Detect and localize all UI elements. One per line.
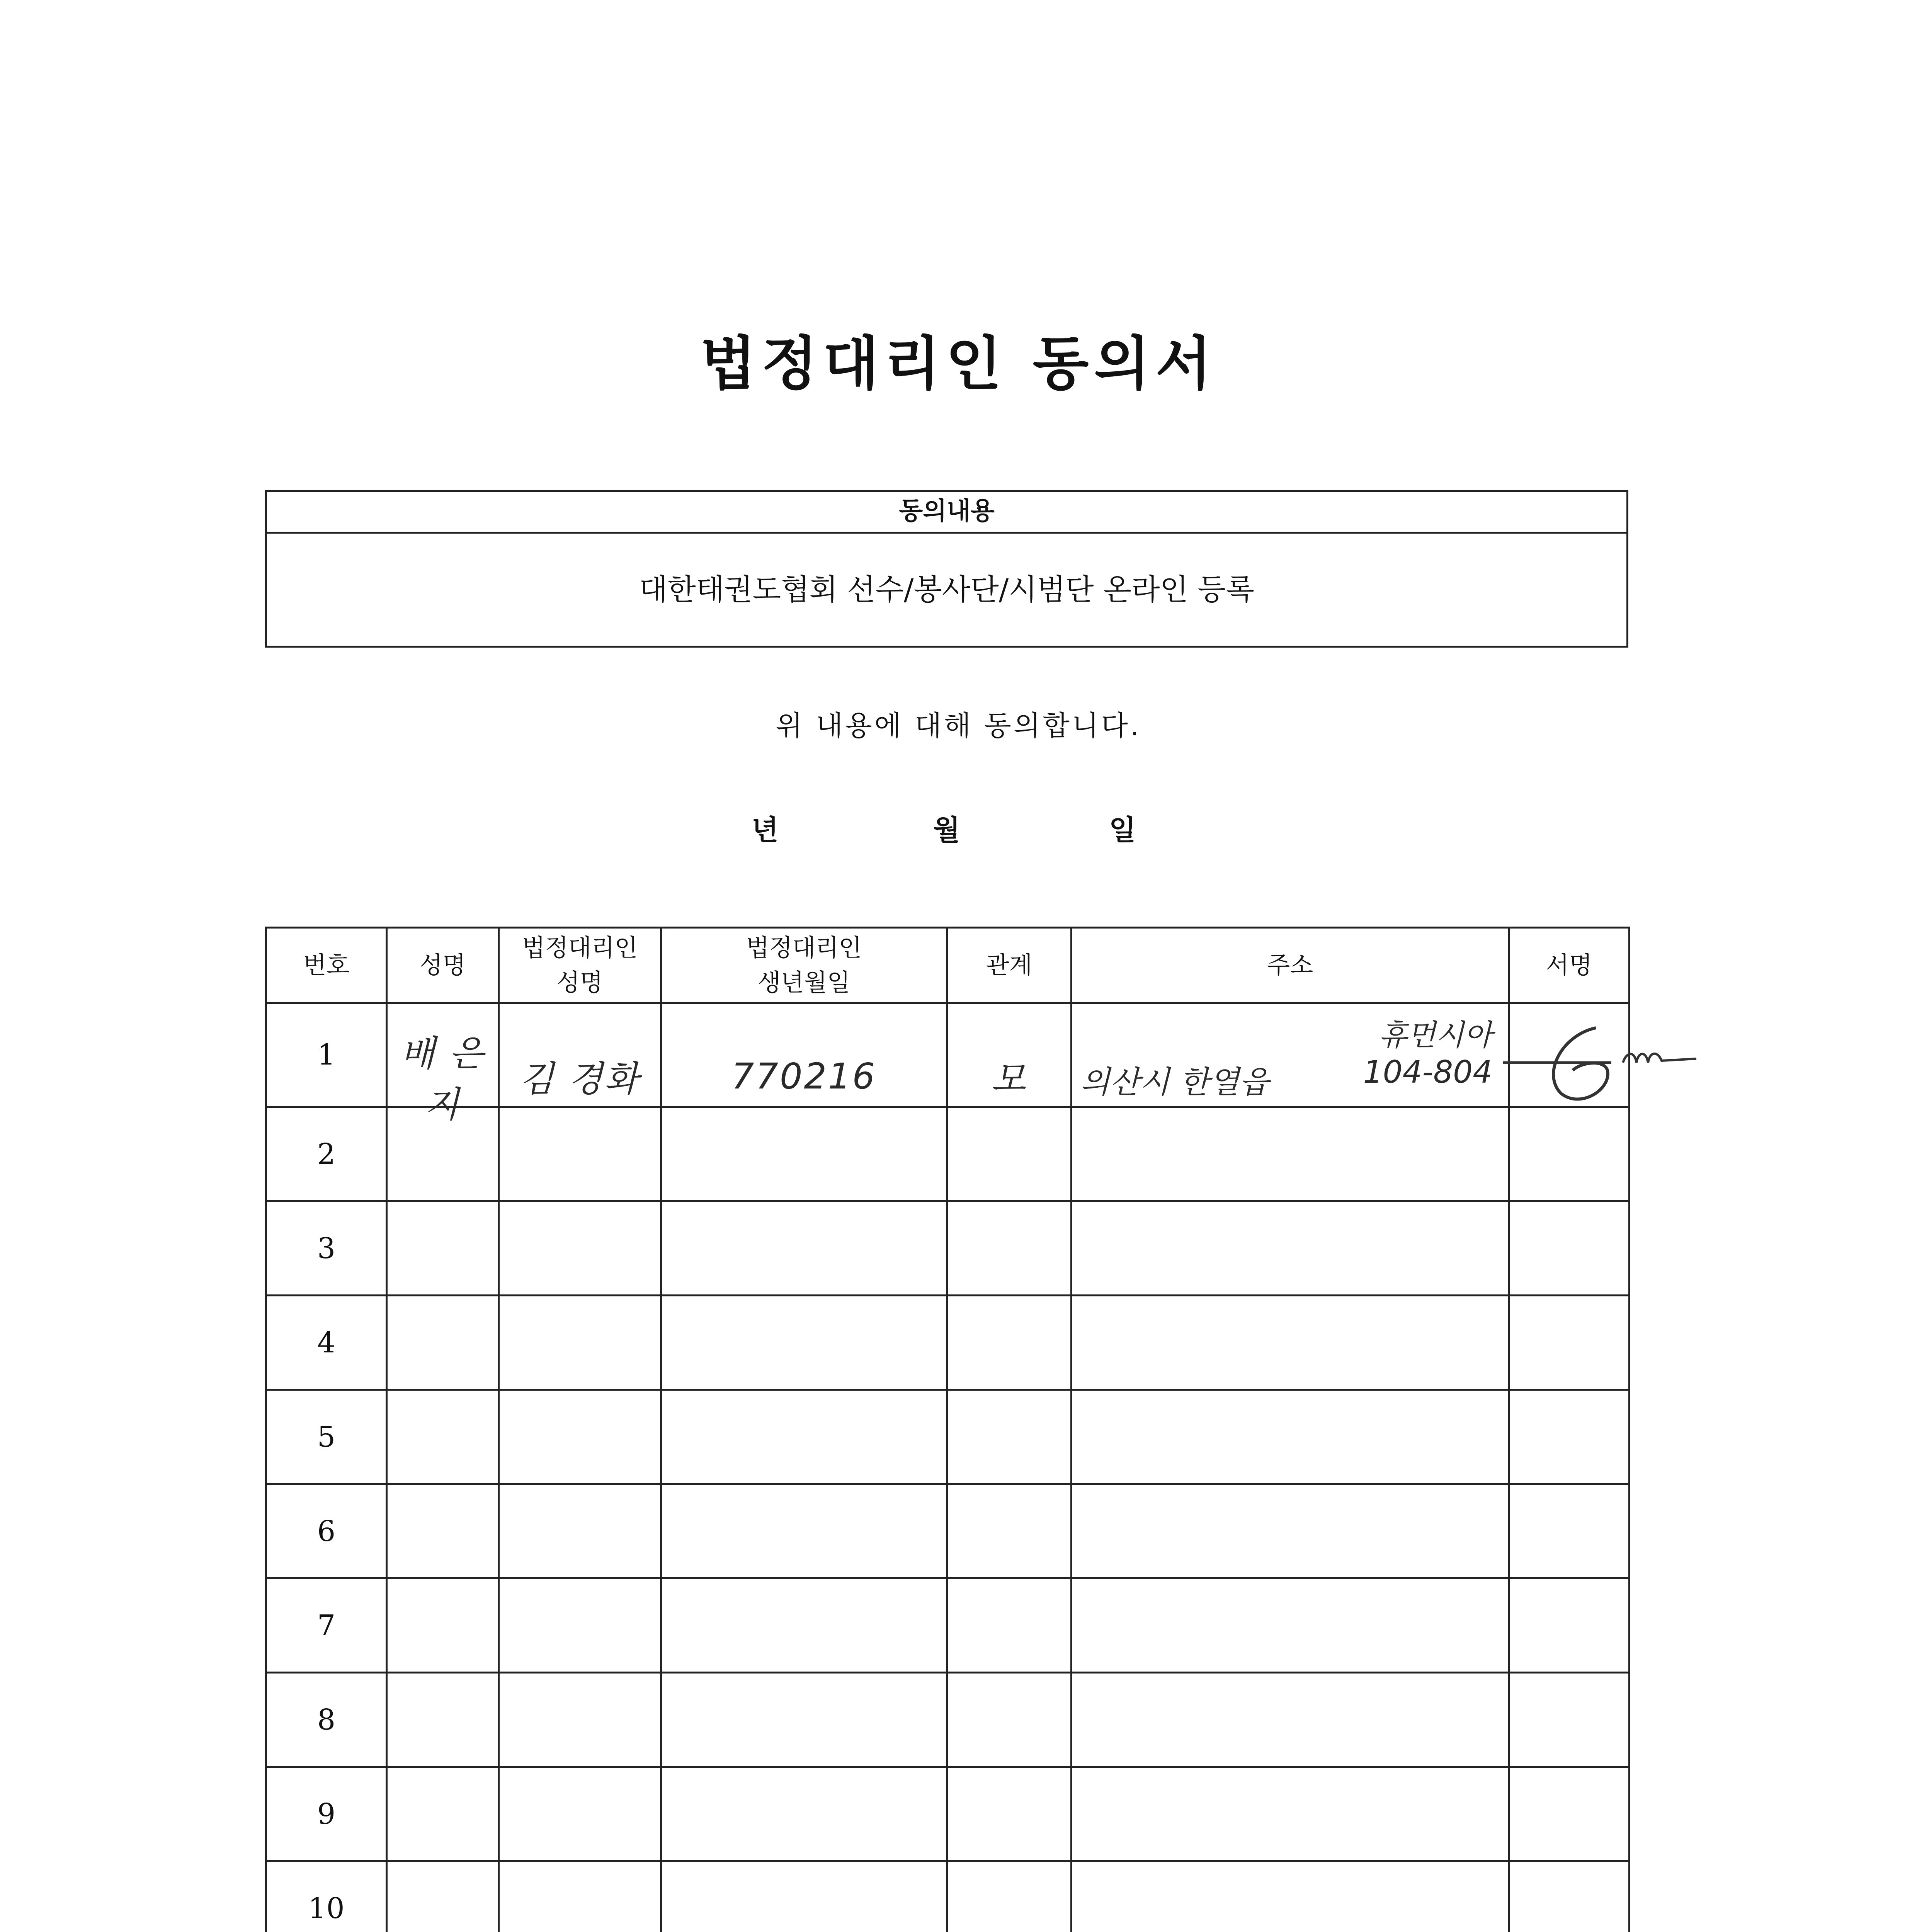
row-guardian-name: [499, 1861, 661, 1932]
guardian-roster-table: [265, 927, 1630, 1932]
row-number: 10: [266, 1861, 387, 1932]
row-number: 4: [266, 1296, 387, 1390]
consent-heading: 동의내용: [267, 492, 1626, 534]
row-guardian-birth: [661, 1201, 947, 1296]
row-guardian-birth: [661, 1390, 947, 1484]
row-relation: [947, 1767, 1072, 1861]
row-guardian-birth: [661, 1484, 947, 1578]
date-month-label: 월: [933, 814, 960, 846]
row-guardian-name: [499, 1390, 661, 1484]
consent-box: [265, 490, 1628, 648]
row-signature: [1509, 1767, 1630, 1861]
row-signature: [1509, 1296, 1630, 1390]
row-guardian-name: [499, 1484, 661, 1578]
row-relation: [947, 1484, 1072, 1578]
row-name: [387, 1578, 499, 1673]
row-relation: [947, 1673, 1072, 1767]
row-number: 6: [266, 1484, 387, 1578]
row-guardian-name: [499, 1003, 661, 1107]
header-guardian-birth-line1: 법정대리인: [746, 934, 862, 962]
header-guardian-name: [499, 928, 661, 1003]
agreement-statement: 위 내용에 대해 동의합니다.: [776, 709, 1141, 742]
row-name: [387, 1767, 499, 1861]
row-number: 9: [266, 1767, 387, 1861]
document-title: 법정대리인 동의서: [700, 330, 1217, 398]
date-day-label: 일: [1109, 814, 1136, 846]
row-address: [1072, 1673, 1509, 1767]
table-row: [266, 1484, 1630, 1578]
row-address: [1072, 1578, 1509, 1673]
row-name: [387, 1003, 499, 1125]
handwritten-name: 배 은지: [400, 1033, 485, 1125]
row-guardian-birth: [661, 1107, 947, 1201]
handwritten-address-city: 의산시 한열읍: [1080, 1064, 1269, 1100]
row-guardian-name: [499, 1296, 661, 1390]
handwritten-signature: [1495, 1005, 1712, 1121]
row-relation: [947, 1296, 1072, 1390]
row-guardian-name: [499, 1767, 661, 1861]
row-number: 1: [266, 1003, 387, 1107]
row-relation: [947, 1578, 1072, 1673]
row-guardian-birth: [661, 1003, 947, 1107]
row-address: [1072, 1861, 1509, 1932]
row-address: [1072, 1201, 1509, 1296]
row-name: [387, 1201, 499, 1296]
row-name: [387, 1673, 499, 1767]
row-number: 8: [266, 1673, 387, 1767]
table-row: [266, 1861, 1630, 1932]
row-guardian-birth: [661, 1296, 947, 1390]
row-guardian-name: [499, 1673, 661, 1767]
header-name: 성명: [387, 928, 499, 1003]
row-signature: [1509, 1861, 1630, 1932]
header-guardian-name-line1: 법정대리인: [522, 934, 638, 962]
handwritten-guardian-name: 김 경화: [519, 1058, 640, 1100]
row-address: [1072, 1003, 1509, 1107]
table-row: [266, 1767, 1630, 1861]
row-name: [387, 1484, 499, 1578]
row-relation: [947, 1003, 1072, 1107]
row-address: [1072, 1296, 1509, 1390]
header-guardian-name-line2: 성명: [556, 968, 603, 997]
row-address: [1072, 1484, 1509, 1578]
header-guardian-birth-line2: 생년월일: [757, 968, 850, 997]
row-guardian-name: [499, 1201, 661, 1296]
table-header-row: [266, 928, 1630, 1003]
row-relation: [947, 1390, 1072, 1484]
row-relation: [947, 1107, 1072, 1201]
row-guardian-name: [499, 1578, 661, 1673]
header-guardian-birth: [661, 928, 947, 1003]
row-number: 2: [266, 1107, 387, 1201]
row-signature: [1509, 1107, 1630, 1201]
row-guardian-birth: [661, 1673, 947, 1767]
handwritten-address-unit: 104-804: [1363, 1054, 1492, 1090]
header-signature: 서명: [1509, 928, 1630, 1003]
handwritten-guardian-birth: 770216: [731, 1055, 877, 1097]
table-row: [266, 1296, 1630, 1390]
row-name: [387, 1390, 499, 1484]
row-signature: [1509, 1484, 1630, 1578]
row-number: 3: [266, 1201, 387, 1296]
handwritten-address-apartment: 휴먼시아: [1379, 1018, 1492, 1052]
table-row: [266, 1390, 1630, 1484]
date-year-label: 년: [752, 814, 779, 846]
table-row: [266, 1201, 1630, 1296]
header-relation: 관계: [947, 928, 1072, 1003]
row-address: [1072, 1767, 1509, 1861]
row-guardian-birth: [661, 1767, 947, 1861]
header-number: 번호: [266, 928, 387, 1003]
handwritten-relation: 모: [991, 1058, 1027, 1100]
row-signature: [1509, 1673, 1630, 1767]
row-address: [1072, 1107, 1509, 1201]
row-guardian-birth: [661, 1861, 947, 1932]
table-row: [266, 1578, 1630, 1673]
row-signature: [1509, 1201, 1630, 1296]
row-relation: [947, 1861, 1072, 1932]
row-name: [387, 1861, 499, 1932]
row-address: [1072, 1390, 1509, 1484]
row-name: [387, 1296, 499, 1390]
row-guardian-birth: [661, 1578, 947, 1673]
row-signature: [1509, 1390, 1630, 1484]
consent-text: 대한태권도협회 선수/봉사단/시범단 온라인 등록: [639, 572, 1254, 607]
table-row: [266, 1003, 1630, 1107]
row-guardian-name: [499, 1107, 661, 1201]
row-number: 5: [266, 1390, 387, 1484]
row-signature: [1509, 1578, 1630, 1673]
row-number: 7: [266, 1578, 387, 1673]
header-address: 주소: [1072, 928, 1509, 1003]
row-relation: [947, 1201, 1072, 1296]
table-row: [266, 1107, 1630, 1201]
table-row: [266, 1673, 1630, 1767]
